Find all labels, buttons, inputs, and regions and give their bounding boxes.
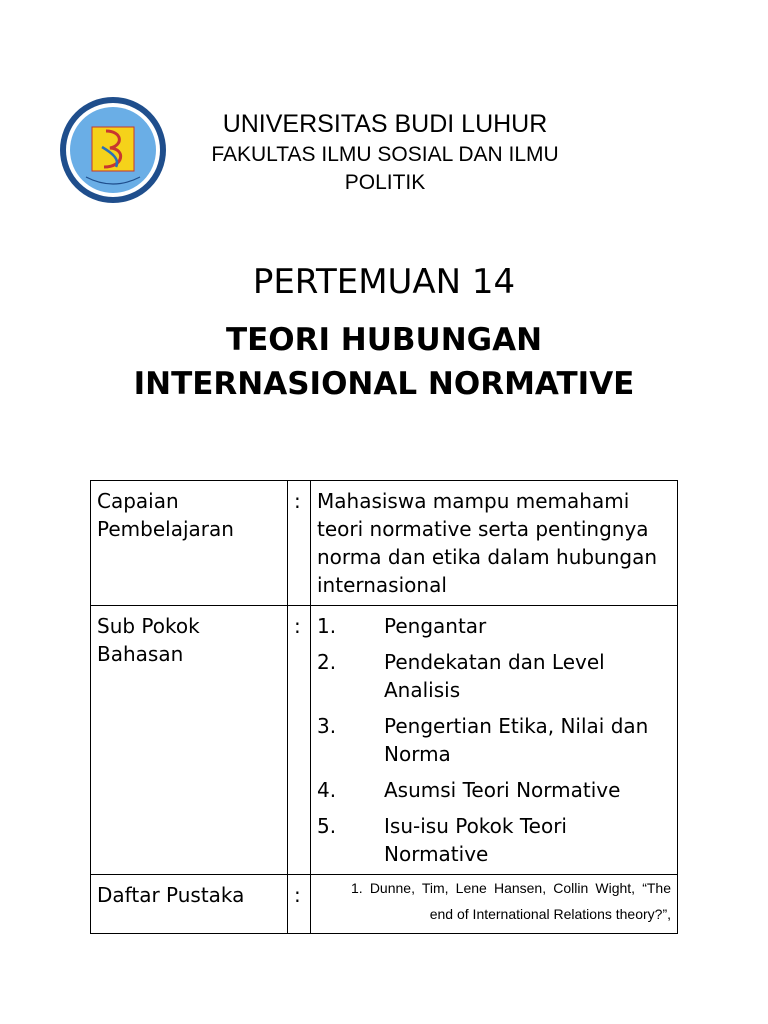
list-item (317, 776, 671, 804)
list-item (317, 612, 671, 640)
colon: : (288, 606, 311, 875)
sub-pokok-label-line-1: Sub Pokok (97, 614, 200, 638)
list-number: 3. (317, 714, 337, 738)
capaian-label-line-1: Capaian (97, 489, 179, 513)
reference-text: 1. Dunne, Tim, Lene Hansen, Collin Wight, “The end of International Relations theory?”, (351, 880, 671, 922)
course-info-table (90, 480, 678, 934)
list-text: Isu-isu Pokok Teori Normative (384, 814, 567, 866)
list-text: Pendekatan dan Level Analisis (384, 650, 605, 702)
page-title (0, 318, 768, 406)
list-number: 4. (317, 778, 337, 802)
capaian-text: Mahasiswa mampu memahami teori normative serta pentingnya norma dan etika dalam hubungan internasional (311, 481, 678, 606)
topic-list (317, 612, 671, 868)
title-line-1: TEORI HUBUNGAN (225, 322, 543, 358)
list-text: Pengertian Etika, Nilai dan Norma (384, 714, 649, 766)
list-number: 1. (317, 614, 337, 638)
capaian-label (91, 481, 288, 606)
daftar-label: Daftar Pustaka (91, 875, 288, 934)
table-row-capaian (91, 481, 678, 606)
faculty-line-2: POLITIK (344, 171, 426, 194)
list-text: Asumsi Teori Normative (384, 778, 621, 802)
list-item (317, 812, 671, 868)
university-name: UNIVERSITAS BUDI LUHUR (222, 110, 548, 138)
title-line-2: INTERNASIONAL NORMATIVE (133, 366, 635, 402)
table-row-sub-pokok (91, 606, 678, 875)
reference-cell (311, 875, 678, 934)
colon: : (288, 875, 311, 934)
list-item (317, 648, 671, 704)
list-item (317, 712, 671, 768)
faculty-name (160, 141, 610, 197)
sub-pokok-list-cell (311, 606, 678, 875)
colon: : (288, 481, 311, 606)
list-number: 2. (317, 650, 337, 674)
list-number: 5. (317, 814, 337, 838)
sub-pokok-label (91, 606, 288, 875)
meeting-number: PERTEMUAN 14 (252, 262, 516, 302)
table-row-daftar (91, 875, 678, 934)
sub-pokok-label-line-2: Bahasan (97, 642, 184, 666)
capaian-label-line-2: Pembelajaran (97, 517, 234, 541)
list-text: Pengantar (384, 614, 487, 638)
faculty-line-1: FAKULTAS ILMU SOSIAL DAN ILMU (211, 143, 559, 166)
